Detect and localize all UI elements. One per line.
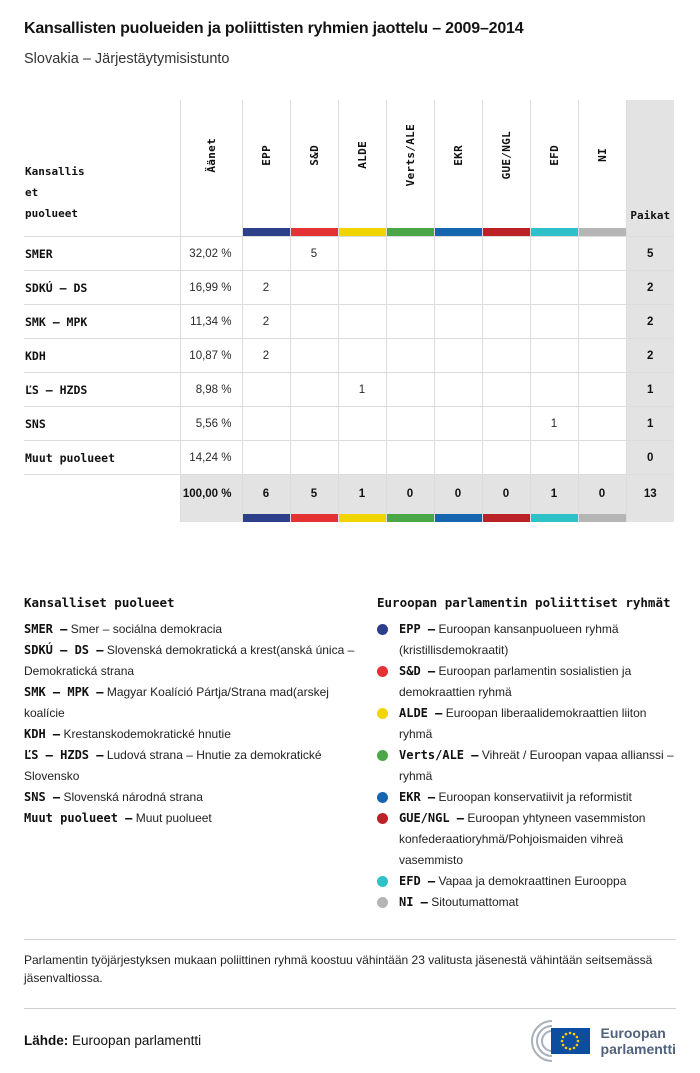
group-color-bar bbox=[387, 228, 434, 236]
group-seats-cell bbox=[242, 373, 290, 407]
source-value: Euroopan parlamentti bbox=[72, 1033, 202, 1048]
group-color-bar bbox=[291, 228, 338, 236]
group-legend-item: ALDE – Euroopan liberaalidemokraattien liiton ryhmä bbox=[377, 703, 676, 745]
ep-logo-text bbox=[601, 1025, 676, 1057]
group-seats-cell bbox=[530, 373, 578, 407]
group-legend-item: NI – Sitoutumattomat bbox=[377, 892, 676, 913]
group-seats-cell bbox=[434, 441, 482, 475]
group-header-label: S&D bbox=[307, 144, 321, 166]
group-seats-cell bbox=[482, 305, 530, 339]
total-color-bar bbox=[530, 514, 578, 522]
party-legend-abbr: KDH – bbox=[24, 726, 61, 741]
group-seats-cell: 2 bbox=[242, 339, 290, 373]
total-group-cell: 5 bbox=[290, 475, 338, 514]
party-row bbox=[24, 373, 674, 407]
group-seats-cell bbox=[338, 237, 386, 271]
group-seats-cell bbox=[530, 305, 578, 339]
total-seats-cell: 13 bbox=[626, 475, 674, 514]
group-header-label: EKR bbox=[451, 144, 465, 166]
footer bbox=[24, 1019, 676, 1063]
corner-label-line: et bbox=[25, 186, 39, 199]
party-legend-abbr: ĽS – HZDS – bbox=[24, 747, 104, 762]
group-legend-item: EFD – Vapaa ja demokraattinen Eurooppa bbox=[377, 871, 676, 892]
group-seats-cell bbox=[290, 305, 338, 339]
group-color-bar bbox=[243, 228, 290, 236]
total-votes-cell: 100,00 % bbox=[180, 475, 242, 514]
group-seats-cell bbox=[338, 271, 386, 305]
party-name-cell: KDH bbox=[24, 339, 180, 373]
party-legend-abbr: SMK – MPK – bbox=[24, 684, 104, 699]
group-seats-cell: 2 bbox=[242, 271, 290, 305]
group-header-alde bbox=[338, 100, 386, 237]
group-color-dot bbox=[377, 792, 388, 803]
footnote: Parlamentin työjärjestyksen mukaan poliittinen ryhmä koostuu vähintään 23 valitusta jäsenestä vähintään seitsemässä jäsenvaltiossa. bbox=[24, 939, 676, 1009]
total-color-bar bbox=[290, 514, 338, 522]
party-legend-block bbox=[24, 595, 377, 913]
group-seats-cell bbox=[338, 407, 386, 441]
group-color-dot bbox=[377, 666, 388, 677]
group-color-dot bbox=[377, 624, 388, 635]
total-color-bar bbox=[338, 514, 386, 522]
group-seats-cell bbox=[578, 305, 626, 339]
group-seats-cell bbox=[386, 339, 434, 373]
group-seats-cell: 5 bbox=[290, 237, 338, 271]
votes-cell: 14,24 % bbox=[180, 441, 242, 475]
group-seats-cell bbox=[530, 237, 578, 271]
group-color-bar bbox=[531, 228, 578, 236]
group-legend-item: GUE/NGL – Euroopan yhtyneen vasemmiston konfederaatioryhmä/Pohjoismaiden vihreä vasemmisto bbox=[377, 808, 676, 871]
ep-logo bbox=[519, 1019, 676, 1063]
group-seats-cell bbox=[578, 339, 626, 373]
total-group-cell: 1 bbox=[338, 475, 386, 514]
group-header-ni bbox=[578, 100, 626, 237]
group-seats-cell bbox=[434, 407, 482, 441]
group-seats-cell bbox=[482, 441, 530, 475]
logo-arc bbox=[542, 1031, 552, 1051]
group-color-dot bbox=[377, 813, 388, 824]
group-seats-cell bbox=[290, 407, 338, 441]
seats-cell: 1 bbox=[626, 407, 674, 441]
group-seats-cell bbox=[386, 373, 434, 407]
group-header-label: EPP bbox=[259, 144, 273, 166]
party-legend-abbr: SDKÚ – DS – bbox=[24, 642, 104, 657]
party-legend-item: Muut puolueet – Muut puolueet bbox=[24, 810, 212, 825]
group-seats-cell bbox=[578, 407, 626, 441]
group-legend-block bbox=[377, 595, 676, 913]
group-seats-cell bbox=[290, 441, 338, 475]
votes-cell: 10,87 % bbox=[180, 339, 242, 373]
party-row bbox=[24, 237, 674, 271]
corner-label-line: puolueet bbox=[25, 207, 78, 220]
party-row bbox=[24, 305, 674, 339]
total-color-bar bbox=[386, 514, 434, 522]
total-color-bar bbox=[434, 514, 482, 522]
group-color-bar bbox=[339, 228, 386, 236]
group-header-label: GUE/NGL bbox=[499, 130, 513, 180]
group-header-guengl bbox=[482, 100, 530, 237]
group-header-label: ALDE bbox=[355, 141, 369, 169]
total-empty-cell bbox=[24, 475, 180, 514]
party-legend-item: SMK – MPK – Magyar Koalíció Pártja/Strana mad(arskej koalície bbox=[24, 684, 329, 720]
group-legend-abbr: S&D – bbox=[399, 663, 436, 678]
corner-header bbox=[24, 100, 180, 237]
group-seats-cell bbox=[242, 407, 290, 441]
seat-distribution-table bbox=[24, 100, 674, 522]
group-legend-item: Verts/ALE – Vihreät / Euroopan vapaa allianssi – ryhmä bbox=[377, 745, 676, 787]
party-row bbox=[24, 407, 674, 441]
group-seats-cell bbox=[530, 271, 578, 305]
party-legend-item: SNS – Slovenská národná strana bbox=[24, 789, 203, 804]
group-header-label: Verts/ALE bbox=[403, 123, 417, 187]
group-seats-cell bbox=[386, 441, 434, 475]
bar-filler-cell bbox=[626, 514, 674, 522]
party-row bbox=[24, 441, 674, 475]
group-seats-cell bbox=[242, 441, 290, 475]
group-header-epp bbox=[242, 100, 290, 237]
votes-cell: 32,02 % bbox=[180, 237, 242, 271]
party-name-cell: Muut puolueet bbox=[24, 441, 180, 475]
group-seats-cell bbox=[290, 373, 338, 407]
group-seats-cell bbox=[242, 237, 290, 271]
party-name-cell: SMER bbox=[24, 237, 180, 271]
group-header-vertsale bbox=[386, 100, 434, 237]
group-color-dot bbox=[377, 750, 388, 761]
group-seats-cell bbox=[482, 373, 530, 407]
seats-cell: 2 bbox=[626, 339, 674, 373]
bar-filler-cell bbox=[180, 514, 242, 522]
group-seats-cell bbox=[386, 271, 434, 305]
header-row bbox=[24, 100, 674, 237]
corner-label-line: Kansallis bbox=[25, 165, 85, 178]
group-legend-item: EPP – Euroopan kansanpuolueen ryhmä (kristillisdemokraatit) bbox=[377, 619, 676, 661]
table-header bbox=[24, 100, 674, 237]
group-seats-cell bbox=[482, 271, 530, 305]
group-seats-cell bbox=[434, 237, 482, 271]
legend-section bbox=[24, 595, 676, 913]
source bbox=[24, 1033, 201, 1048]
total-color-bar bbox=[482, 514, 530, 522]
ep-logo-icon bbox=[519, 1019, 593, 1063]
group-legend-abbr: EKR – bbox=[399, 789, 436, 804]
seats-cell: 0 bbox=[626, 441, 674, 475]
group-color-bar bbox=[579, 228, 626, 236]
group-seats-cell bbox=[578, 441, 626, 475]
party-row bbox=[24, 271, 674, 305]
group-color-dot bbox=[377, 708, 388, 719]
total-color-bars-row bbox=[24, 514, 674, 522]
group-legend-title: Euroopan parlamentin poliittiset ryhmät bbox=[377, 594, 671, 610]
group-seats-cell bbox=[530, 441, 578, 475]
group-seats-cell bbox=[578, 271, 626, 305]
votes-cell: 11,34 % bbox=[180, 305, 242, 339]
party-row bbox=[24, 339, 674, 373]
group-seats-cell bbox=[434, 271, 482, 305]
total-row bbox=[24, 475, 674, 514]
group-seats-cell bbox=[386, 407, 434, 441]
party-legend-abbr: Muut puolueet – bbox=[24, 810, 133, 825]
party-legend-item: SDKÚ – DS – Slovenská demokratická a krest(anská única – Demokratická strana bbox=[24, 642, 355, 678]
party-legend-abbr: SMER – bbox=[24, 621, 68, 636]
total-group-cell: 1 bbox=[530, 475, 578, 514]
group-header-efd bbox=[530, 100, 578, 237]
total-group-cell: 0 bbox=[434, 475, 482, 514]
seats-cell: 2 bbox=[626, 305, 674, 339]
group-header-label: EFD bbox=[547, 144, 561, 166]
group-legend-abbr: GUE/NGL – bbox=[399, 810, 465, 825]
seats-cell: 5 bbox=[626, 237, 674, 271]
group-legend-abbr: Verts/ALE – bbox=[399, 747, 479, 762]
group-seats-cell bbox=[578, 237, 626, 271]
group-seats-cell bbox=[482, 407, 530, 441]
table-body bbox=[24, 237, 674, 522]
group-header-label: NI bbox=[595, 148, 609, 162]
votes-cell: 16,99 % bbox=[180, 271, 242, 305]
source-label: Lähde: bbox=[24, 1033, 69, 1048]
group-seats-cell: 1 bbox=[338, 373, 386, 407]
party-legend-item: ĽS – HZDS – Ludová strana – Hnutie za demokratické Slovensko bbox=[24, 747, 322, 783]
group-legend-abbr: NI – bbox=[399, 894, 428, 909]
group-header-sd bbox=[290, 100, 338, 237]
group-color-dot bbox=[377, 876, 388, 887]
party-legend-title: Kansalliset puolueet bbox=[24, 594, 175, 610]
party-legend-abbr: SNS – bbox=[24, 789, 61, 804]
bar-empty-cell bbox=[24, 514, 180, 522]
seats-header bbox=[626, 100, 674, 237]
page-title: Kansallisten puolueiden ja poliittisten ryhmien jaottelu – 2009–2014 bbox=[24, 20, 524, 37]
group-seats-cell bbox=[434, 305, 482, 339]
total-color-bar bbox=[242, 514, 290, 522]
party-name-cell: SNS bbox=[24, 407, 180, 441]
group-seats-cell bbox=[290, 271, 338, 305]
group-legend-item: EKR – Euroopan konservatiivit ja reformistit bbox=[377, 787, 676, 808]
group-color-dot bbox=[377, 897, 388, 908]
group-seats-cell bbox=[386, 237, 434, 271]
seats-cell: 1 bbox=[626, 373, 674, 407]
group-seats-cell bbox=[434, 373, 482, 407]
group-header-ekr bbox=[434, 100, 482, 237]
total-color-bar bbox=[578, 514, 626, 522]
group-legend-abbr: EPP – bbox=[399, 621, 436, 636]
group-seats-cell bbox=[530, 339, 578, 373]
group-seats-cell bbox=[434, 339, 482, 373]
party-name-cell: SMK – MPK bbox=[24, 305, 180, 339]
group-seats-cell: 1 bbox=[530, 407, 578, 441]
group-seats-cell bbox=[338, 305, 386, 339]
total-group-cell: 0 bbox=[482, 475, 530, 514]
corner-label bbox=[24, 161, 180, 236]
group-seats-cell bbox=[386, 305, 434, 339]
seats-header-label: Paikat bbox=[630, 209, 671, 222]
votes-header bbox=[180, 100, 242, 237]
ep-logo-text-line1: Euroopan bbox=[600, 1024, 666, 1041]
party-name-cell: SDKÚ – DS bbox=[24, 271, 180, 305]
group-seats-cell bbox=[578, 373, 626, 407]
party-name-cell: ĽS – HZDS bbox=[24, 373, 180, 407]
group-legend-abbr: EFD – bbox=[399, 873, 436, 888]
seats-cell: 2 bbox=[626, 271, 674, 305]
total-group-cell: 6 bbox=[242, 475, 290, 514]
group-seats-cell bbox=[482, 237, 530, 271]
group-seats-cell bbox=[338, 441, 386, 475]
total-group-cell: 0 bbox=[386, 475, 434, 514]
group-color-bar bbox=[483, 228, 530, 236]
party-legend-list bbox=[24, 619, 357, 829]
group-seats-cell bbox=[482, 339, 530, 373]
group-color-bar bbox=[435, 228, 482, 236]
group-legend-abbr: ALDE – bbox=[399, 705, 443, 720]
votes-cell: 8,98 % bbox=[180, 373, 242, 407]
votes-cell: 5,56 % bbox=[180, 407, 242, 441]
group-seats-cell bbox=[338, 339, 386, 373]
ep-logo-text-line2: parlamentti bbox=[600, 1040, 676, 1057]
group-legend-list bbox=[377, 619, 676, 913]
group-seats-cell: 2 bbox=[242, 305, 290, 339]
page-subtitle: Slovakia – Järjestäytymisistunto bbox=[24, 51, 230, 67]
party-legend-item: KDH – Krestanskodemokratické hnutie bbox=[24, 726, 231, 741]
party-legend-item: SMER – Smer – sociálna demokracia bbox=[24, 621, 223, 636]
group-legend-item: S&D – Euroopan parlamentin sosialistien ja demokraattien ryhmä bbox=[377, 661, 676, 703]
total-group-cell: 0 bbox=[578, 475, 626, 514]
votes-header-label: Äänet bbox=[204, 137, 218, 173]
group-seats-cell bbox=[290, 339, 338, 373]
